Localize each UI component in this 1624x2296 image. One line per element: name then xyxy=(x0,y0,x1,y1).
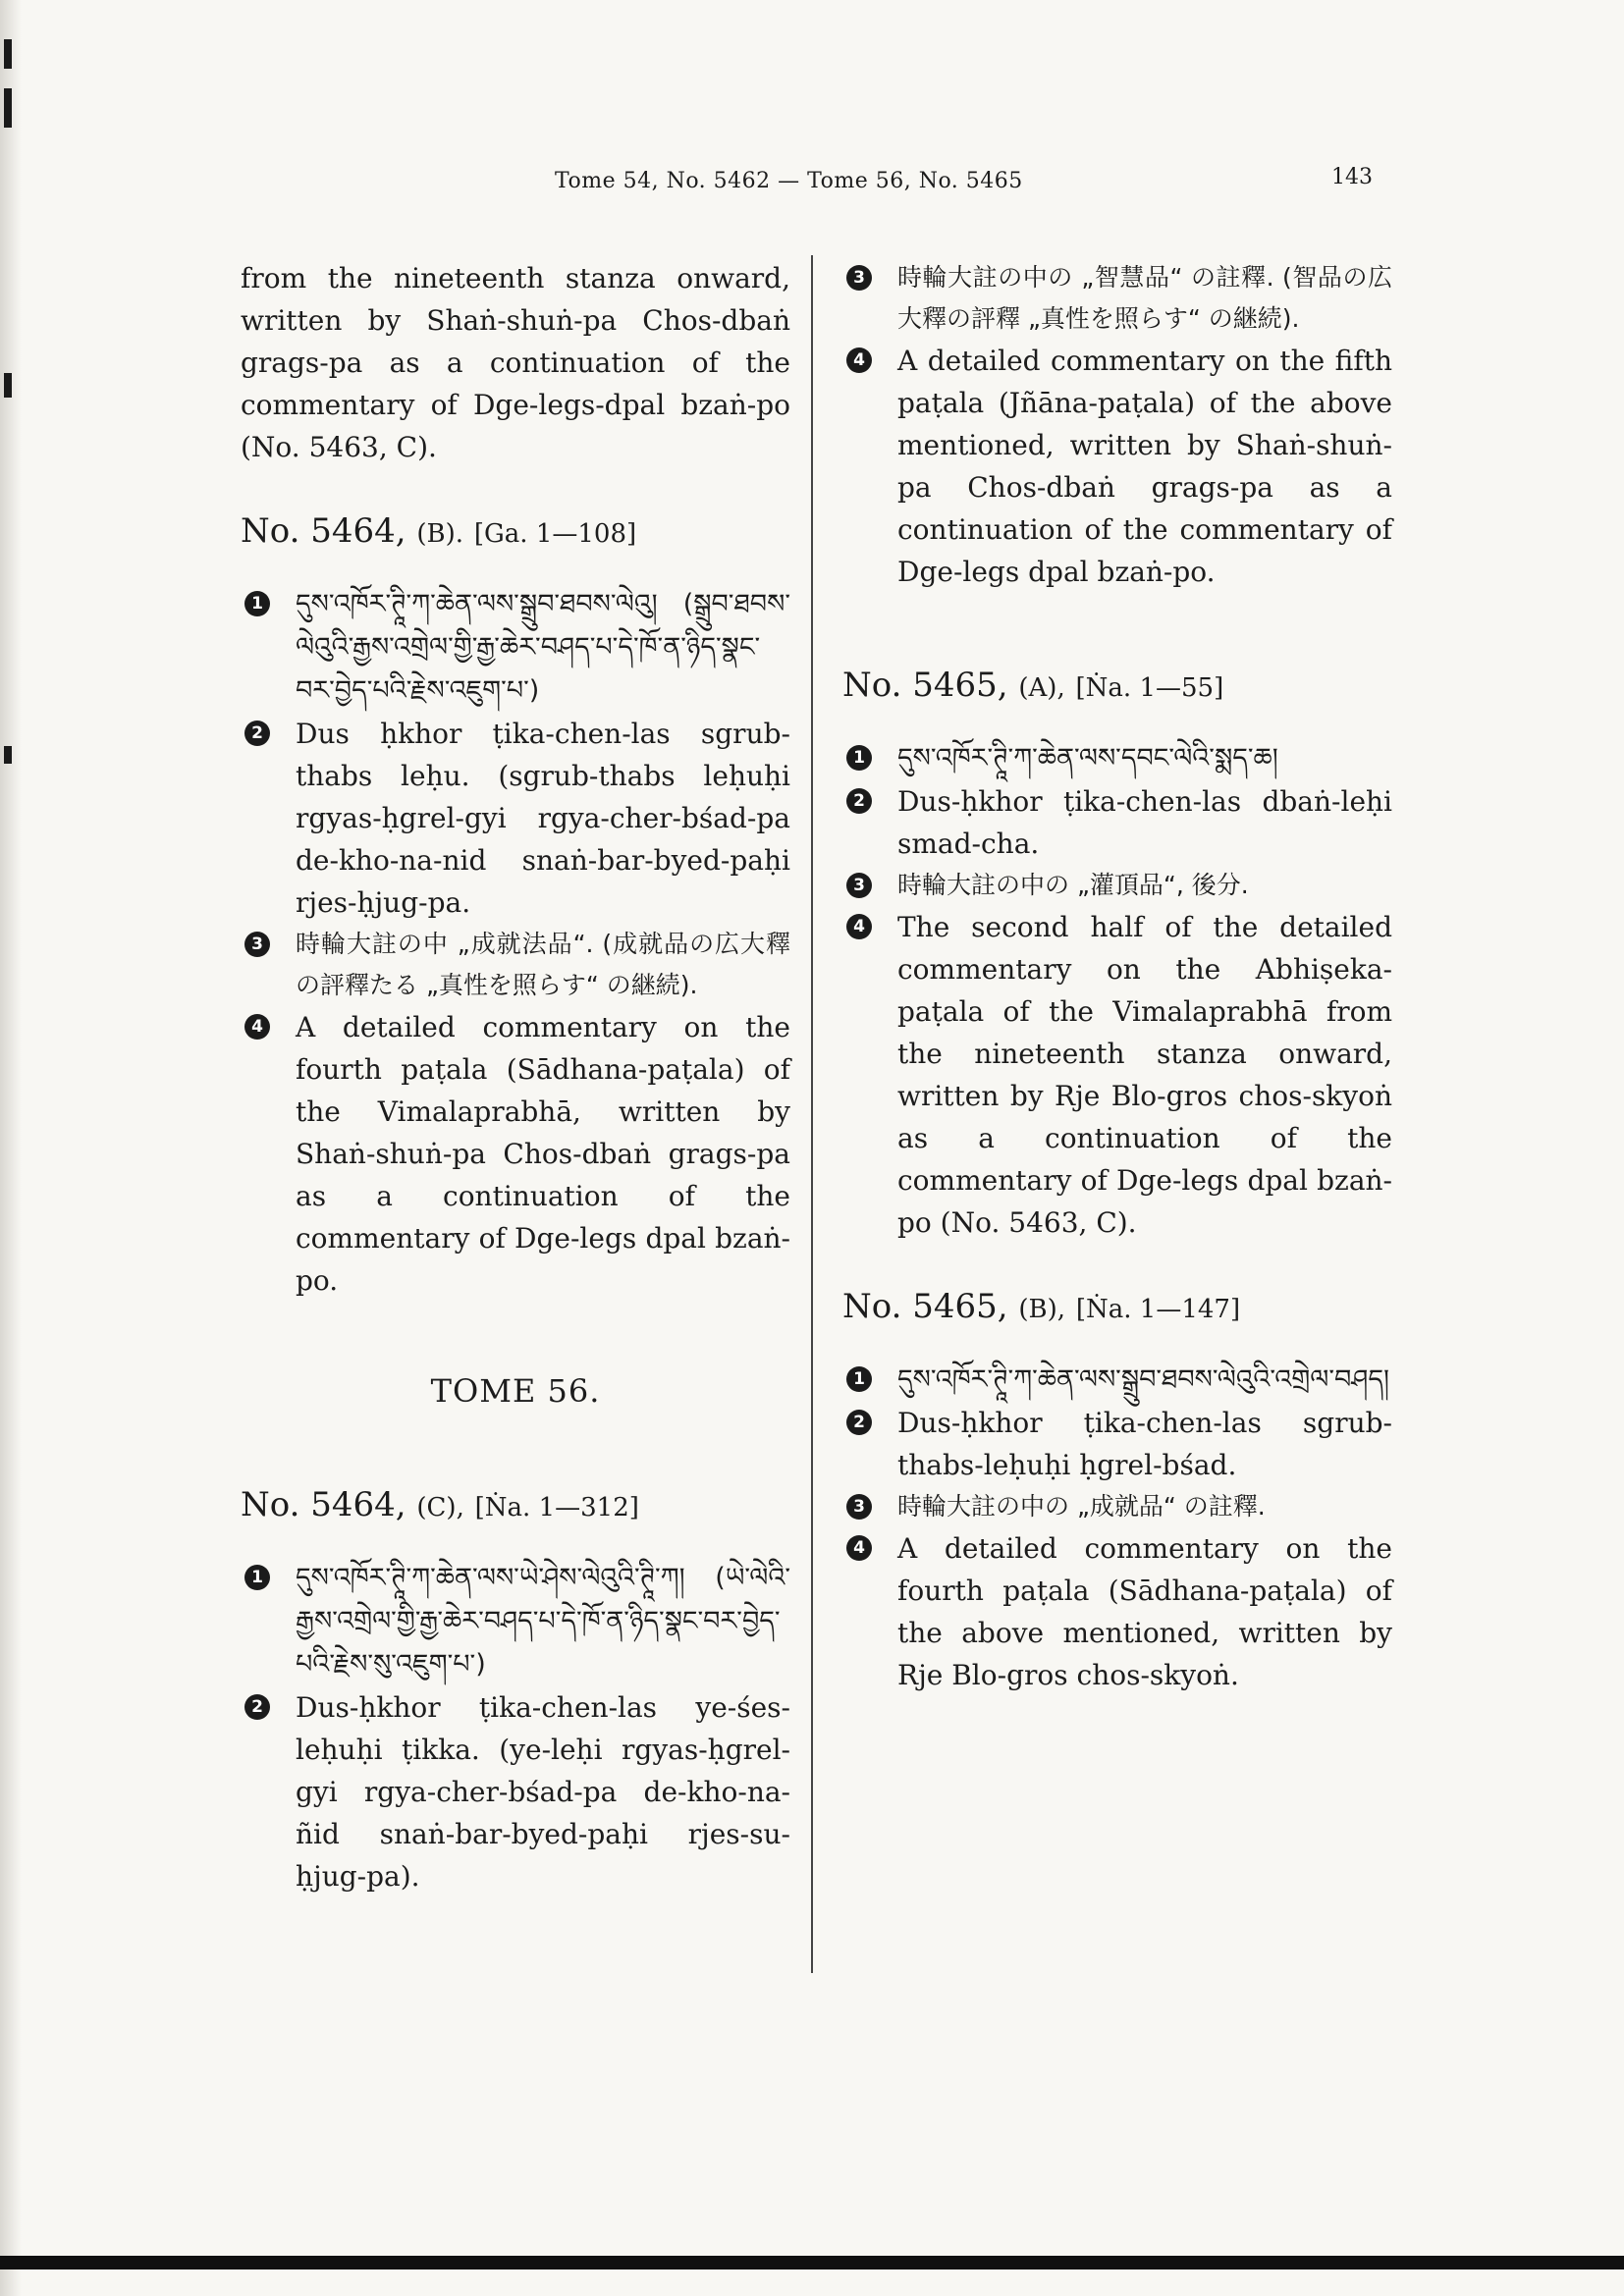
list-item xyxy=(241,583,790,713)
list-item xyxy=(842,737,1392,780)
english-description: A detailed commentary on the fourth paṭala (Sādhana-paṭala) of the Vimalaprabhā, written by Shaṅ-shuṅ-pa Chos-dbaṅ grags-pa as a continuation of the commentary of Dge-legs dpal bzaṅ-po. xyxy=(296,1011,790,1297)
tibetan-title: དུས་འཁོར་ཊཱི་ཀ་ཆེན་ལས་སྒྲུབ་ཐབས་ལེའུའི་འགྲེལ་བཤད། xyxy=(897,1364,1389,1395)
circled-number-1-icon: 1 xyxy=(244,591,270,616)
circled-number-3-icon: 3 xyxy=(846,1494,872,1520)
list-item xyxy=(842,1527,1392,1696)
tibetan-title: དུས་འཁོར་ཊཱི་ཀ་ཆེན་ལས་དབང་ལེའི་སྨད་ཆ། xyxy=(897,743,1278,774)
entry-number: No. 5465, xyxy=(842,1287,1008,1326)
circled-number-2-icon: 2 xyxy=(244,1694,270,1720)
circled-number-4-icon: 4 xyxy=(846,1535,872,1561)
list-item xyxy=(842,1402,1392,1486)
list-item xyxy=(241,924,790,1006)
english-description: The second half of the detailed commentary on the Abhiṣeka-paṭala of the Vimalaprabhā from the nineteenth stanza onward, written by Rje Blo-gros chos-skyoṅ as a continuation of the commentary of Dge-legs dpal bzaṅ-po (No. 5463, C). xyxy=(897,911,1392,1239)
entry-edition: (B), xyxy=(1018,1295,1066,1324)
english-description: A detailed commentary on the fourth paṭala (Sādhana-paṭala) of the above mentioned, written by Rje Blo-gros chos-skyoṅ. xyxy=(897,1532,1392,1691)
intro-paragraph: from the nineteenth stanza onward, written by Shaṅ-shuṅ-pa Chos-dbaṅ grags-pa as a continuation of the commentary of Dge-legs-dpal bzaṅ-po (No. 5463, C). xyxy=(241,262,790,463)
entry-range: [Ṅa. 1—55] xyxy=(1075,673,1224,703)
entry-heading-5464-b xyxy=(241,507,790,558)
transliteration: Dus-ḥkhor ṭika-chen-las dbaṅ-leḥi smad-cha. xyxy=(897,785,1392,860)
list-item xyxy=(241,1686,790,1897)
list-item xyxy=(241,1557,790,1686)
circled-number-2-icon: 2 xyxy=(244,721,270,746)
list-item xyxy=(842,340,1392,593)
entry-heading-5464-c xyxy=(241,1481,790,1531)
list-item xyxy=(842,906,1392,1244)
transliteration: Dus ḥkhor ṭika-chen-las sgrub-thabs leḥu. (sgrub-thabs leḥuḥi rgyas-ḥgrel-gyi rgya-cher-bśad-pa de-kho-na-nid snaṅ-bar-byed-paḥi rjes-ḥjug-pa. xyxy=(296,718,790,919)
entry-edition: (B). xyxy=(416,519,464,549)
scan-bottom-border xyxy=(0,2256,1624,2269)
circled-number-1-icon: 1 xyxy=(244,1565,270,1590)
circled-number-3-icon: 3 xyxy=(244,932,270,957)
scan-edge-mark xyxy=(4,88,12,128)
running-title: Tome 54, No. 5462 — Tome 56, No. 5465 xyxy=(555,169,1023,193)
entry-number: No. 5464, xyxy=(241,511,406,551)
scan-edge-mark xyxy=(4,39,12,69)
circled-number-1-icon: 1 xyxy=(846,1366,872,1392)
entry-range: [Ṅa. 1—312] xyxy=(474,1493,639,1522)
tibetan-title: དུས་འཁོར་ཊཱི་ཀ་ཆེན་ལས་སྒྲུབ་ཐབས་ལེའུ། (སྒྲུབ་ཐབས་ལེའུའི་རྒྱས་འགྲེལ་གྱི་རྒྱ་ཆེར་བཤད་པ་དེ་ཁོ་ན་ཉིད་སྣང་བར་བྱེད་པའི་རྗེས་འཇུག་པ་) xyxy=(296,589,790,706)
transliteration: Dus-ḥkhor ṭika-chen-las sgrub-thabs-leḥuḥi ḥgrel-bśad. xyxy=(897,1407,1392,1481)
japanese-title: 時輪大註の中 „成就法品“. (成就品の広大釋の評釋たる „真性を照らす“ の継続). xyxy=(296,930,790,999)
entry-number: No. 5464, xyxy=(241,1485,406,1524)
entry-heading-5465-b xyxy=(842,1283,1392,1333)
list-item xyxy=(842,1486,1392,1527)
list-item xyxy=(241,713,790,924)
list-item xyxy=(842,865,1392,906)
left-column xyxy=(241,257,790,1897)
list-item xyxy=(842,1359,1392,1402)
entry-range: [Ga. 1—108] xyxy=(473,519,637,549)
circled-number-4-icon: 4 xyxy=(846,914,872,939)
circled-number-4-icon: 4 xyxy=(846,347,872,373)
list-item xyxy=(842,780,1392,865)
circled-number-1-icon: 1 xyxy=(846,745,872,771)
transliteration: Dus-ḥkhor ṭika-chen-las ye-śes-leḥuḥi ṭikka. (ye-leḥi rgyas-ḥgrel-gyi rgya-cher-bśad-pa de-kho-na-ñid snaṅ-bar-byed-paḥi rjes-su-ḥjug-pa). xyxy=(296,1691,790,1893)
circled-number-2-icon: 2 xyxy=(846,1410,872,1435)
tome-heading: TOME 56. xyxy=(430,1372,601,1410)
entry-heading-5465-a xyxy=(842,662,1392,712)
right-column xyxy=(842,257,1392,1696)
entry-number: No. 5465, xyxy=(842,666,1008,705)
circled-number-2-icon: 2 xyxy=(846,788,872,814)
circled-number-4-icon: 4 xyxy=(244,1014,270,1040)
entry-range: [Ṅa. 1—147] xyxy=(1075,1295,1241,1324)
entry-edition: (C), xyxy=(416,1493,464,1522)
circled-number-3-icon: 3 xyxy=(846,265,872,291)
tibetan-title: དུས་འཁོར་ཊཱི་ཀ་ཆེན་ལས་ཡེ་ཤེས་ལེའུའི་ཊཱི་ཀ། (ཡེ་ལེའི་རྒྱས་འགྲེལ་གྱི་རྒྱ་ཆེར་བཤད་པ་དེ་ཁོ་ན་ཉིད་སྣང་བར་བྱེད་པའི་རྗེས་སུ་འཇུག་པ་) xyxy=(296,1563,790,1680)
entry-edition: (A), xyxy=(1018,673,1065,703)
list-item xyxy=(241,1006,790,1302)
page-left-edge xyxy=(0,0,22,2296)
scan-edge-mark xyxy=(4,373,12,398)
english-description: A detailed commentary on the fifth paṭala (Jñāna-paṭala) of the above mentioned, written by Shaṅ-shuṅ-pa Chos-dbaṅ grags-pa as a continuation of the commentary of Dge-legs dpal bzaṅ-po. xyxy=(897,345,1392,588)
column-divider xyxy=(811,255,813,1973)
circled-number-3-icon: 3 xyxy=(846,873,872,898)
scan-edge-mark xyxy=(4,746,12,764)
japanese-title: 時輪大註の中の „灌頂品“, 後分. xyxy=(897,871,1249,899)
page-number: 143 xyxy=(1331,165,1373,189)
japanese-title: 時輪大註の中の „智慧品“ の註釋. (智品の広大釋の評釋 „真性を照らす“ の継続). xyxy=(897,263,1392,333)
list-item xyxy=(842,257,1392,340)
japanese-title: 時輪大註の中の „成就品“ の註釋. xyxy=(897,1492,1266,1521)
